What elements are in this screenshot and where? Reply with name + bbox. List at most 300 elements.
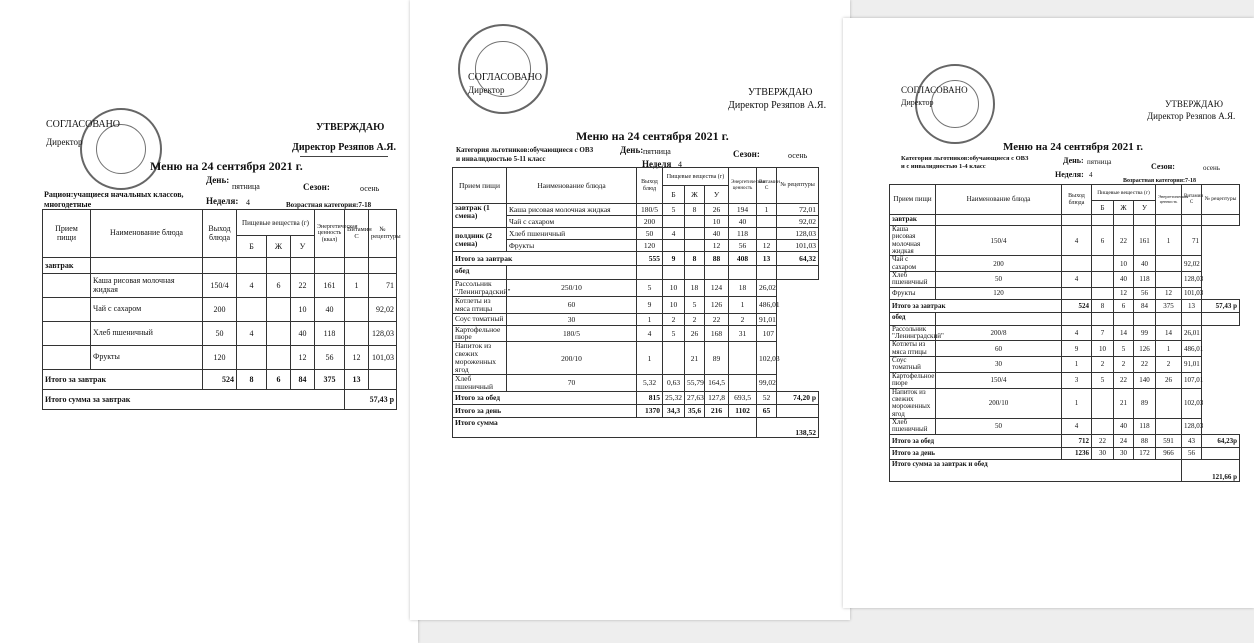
- dish-name: Каша рисовая молочная жидкая: [507, 204, 637, 216]
- table-cell: 9: [637, 296, 663, 313]
- header-vitamin: Витамин С: [757, 168, 777, 204]
- age-category: Возрастная категория:7-18: [1123, 178, 1196, 184]
- table-cell: 50: [936, 418, 1062, 434]
- table-cell: 118: [1134, 272, 1156, 288]
- table-row: [453, 228, 819, 240]
- table-row: [453, 280, 819, 297]
- table-cell: 12: [1114, 287, 1134, 299]
- header-meal: Прием пищи: [43, 210, 91, 258]
- total-cell: 57,43 р: [1202, 299, 1240, 312]
- page-title: Меню на 24 сентября 2021 г.: [1003, 141, 1143, 153]
- dish-name: Картофельное пюре: [453, 325, 507, 342]
- table-cell: 107: [757, 325, 777, 342]
- table-cell: 126: [705, 296, 729, 313]
- table-cell: 14: [1114, 325, 1134, 341]
- header-b: Б: [663, 186, 685, 204]
- dish-name: Соус томатный: [890, 357, 936, 373]
- table-cell: [1156, 256, 1182, 272]
- week-label: Неделя:: [1055, 170, 1084, 179]
- total-cell: [369, 370, 397, 390]
- table-cell: 101,03: [369, 346, 397, 370]
- total-cell: 524: [1062, 299, 1092, 312]
- header-zh: Ж: [267, 236, 291, 258]
- table-cell: 10: [1092, 341, 1114, 357]
- day-label: День:: [620, 145, 644, 155]
- director-right-label: Директор Резяпов А.Я.: [1147, 111, 1236, 121]
- dish-name: Соус томатный: [453, 313, 507, 325]
- dish-name: Котлеты из мяса птицы: [453, 296, 507, 313]
- total-cell: 555: [637, 252, 663, 266]
- dish-name: Рассольник "Ленинградский": [890, 325, 936, 341]
- header-dish: Наименование блюда: [507, 168, 637, 204]
- total-cell: 375: [1156, 299, 1182, 312]
- header-u: У: [1134, 201, 1156, 215]
- season-value: осень: [360, 184, 380, 193]
- total-cell: 84: [1134, 299, 1156, 312]
- header-zh: Ж: [685, 186, 705, 204]
- director-left-label: Директор: [46, 137, 83, 147]
- table-row: [890, 226, 1240, 256]
- table-cell: 5: [685, 296, 705, 313]
- table-cell: 2: [1114, 357, 1134, 373]
- table-cell: 2: [663, 313, 685, 325]
- sum-row: [453, 417, 819, 437]
- total-cell: 65: [757, 404, 777, 417]
- dish-name: Фрукты: [890, 287, 936, 299]
- total-cell: 13: [1182, 299, 1202, 312]
- table-cell: 200: [936, 256, 1062, 272]
- total-cell: 693,5: [729, 391, 757, 404]
- season-value: осень: [788, 151, 808, 160]
- table-cell: 1: [729, 296, 757, 313]
- table-row: [890, 372, 1240, 388]
- table-cell: 30: [936, 357, 1062, 373]
- table-cell: 161: [1134, 226, 1156, 256]
- table-cell: 10: [663, 296, 685, 313]
- total-cell: 56: [1182, 447, 1202, 459]
- total-cell: [1202, 447, 1240, 459]
- total-cell: 88: [705, 252, 729, 266]
- total-cell: 64,23р: [1202, 434, 1240, 447]
- table-cell: 128,03: [1182, 272, 1202, 288]
- header-dish: Наименование блюда: [936, 185, 1062, 215]
- table-cell: 30: [507, 313, 637, 325]
- table-cell: 486,01: [1182, 341, 1202, 357]
- table-cell: 140: [1134, 372, 1156, 388]
- table-cell: [237, 346, 267, 370]
- table-cell: 89: [705, 342, 729, 375]
- total-cell: 9: [663, 252, 685, 266]
- table-cell: [345, 322, 369, 346]
- table-cell: [1092, 256, 1114, 272]
- table-cell: 118: [729, 228, 757, 240]
- sum-label: Итого сумма за завтрак и обед: [890, 459, 1182, 481]
- total-cell: 30: [1114, 447, 1134, 459]
- meal-section-row: [43, 258, 397, 274]
- dish-name: Напиток из свежих мороженных ягод: [890, 388, 936, 418]
- table-cell: [1062, 287, 1092, 299]
- total-cell: 524: [203, 370, 237, 390]
- table-cell: 120: [203, 346, 237, 370]
- signature-line: [300, 156, 388, 157]
- table-cell: [757, 216, 777, 228]
- approved-label: УТВЕРЖДАЮ: [1165, 99, 1224, 109]
- table-cell: 40: [1134, 256, 1156, 272]
- total-cell: 375: [315, 370, 345, 390]
- table-cell: [685, 228, 705, 240]
- table-cell: 4: [637, 325, 663, 342]
- sum-value: 138,52: [757, 417, 819, 437]
- table-cell: 5: [637, 280, 663, 297]
- header-dish: Наименование блюда: [91, 210, 203, 258]
- header-recipe: № рецептуры: [777, 168, 819, 204]
- total-cell: 172: [1134, 447, 1156, 459]
- season-value: осень: [1203, 164, 1220, 172]
- total-cell: 1370: [637, 404, 663, 417]
- table-row: [453, 240, 819, 252]
- table-cell: 118: [315, 322, 345, 346]
- table-cell: 12: [1156, 287, 1182, 299]
- dish-name: Чай с сахаром: [890, 256, 936, 272]
- table-cell: 2: [1092, 357, 1114, 373]
- meal-section-row: [890, 312, 1240, 325]
- day-total-row: [890, 447, 1240, 459]
- empty-cell: [43, 274, 91, 298]
- day-total-row: [453, 404, 819, 417]
- agreed-label: СОГЛАСОВАНО: [468, 72, 543, 83]
- table-cell: 101,03: [1182, 287, 1202, 299]
- table-row: [453, 296, 819, 313]
- dish-name: Каша рисовая молочная жидкая: [890, 226, 936, 256]
- table-row: [890, 341, 1240, 357]
- table-cell: 8: [685, 204, 705, 216]
- table-cell: [267, 298, 291, 322]
- dish-name: Котлеты из мяса птицы: [890, 341, 936, 357]
- table-cell: [685, 240, 705, 252]
- meal-name-breakfast: завтрак: [890, 215, 936, 226]
- table-cell: 21: [1114, 388, 1134, 418]
- table-cell: 71: [1182, 226, 1202, 256]
- menu-sheet-ovz-1-4: [843, 18, 1254, 608]
- header-yield: Выход блюда: [1062, 185, 1092, 215]
- total-cell: [777, 404, 819, 417]
- header-meal: Прием пищи: [890, 185, 936, 215]
- total-cell: 966: [1156, 447, 1182, 459]
- week-value: 4: [678, 160, 682, 169]
- header-yield: Выход блюда: [203, 210, 237, 258]
- header-energy: Энергетическая ценность: [729, 168, 757, 204]
- category-line-2: и с инвалидностью 1-4 класс: [901, 163, 986, 170]
- table-cell: 4: [237, 322, 267, 346]
- dish-name: Напиток из свежих мороженных ягод: [453, 342, 507, 375]
- total-cell: 88: [1134, 434, 1156, 447]
- table-cell: 1: [345, 274, 369, 298]
- table-cell: 1: [1062, 388, 1092, 418]
- table-cell: 4: [237, 274, 267, 298]
- header-u: У: [705, 186, 729, 204]
- approved-label: УТВЕРЖДАЮ: [316, 122, 385, 133]
- table-row: [453, 325, 819, 342]
- table-cell: 31: [729, 325, 757, 342]
- header-vitamin: Витамин С: [1182, 185, 1202, 215]
- total-cell: 52: [757, 391, 777, 404]
- table-cell: 99,02: [757, 374, 777, 391]
- table-row: [43, 274, 397, 298]
- table-cell: 70: [507, 374, 637, 391]
- table-cell: [729, 374, 757, 391]
- total-cell: 22: [1092, 434, 1114, 447]
- table-cell: 6: [1092, 226, 1114, 256]
- table-cell: 2: [1156, 357, 1182, 373]
- table-cell: 12: [291, 346, 315, 370]
- week-value: 4: [246, 198, 250, 207]
- sum-label: Итого сумма: [453, 417, 757, 437]
- table-cell: [1156, 388, 1182, 418]
- empty-cell: [43, 346, 91, 370]
- table-cell: 1: [637, 342, 663, 375]
- table-cell: 128,03: [1182, 418, 1202, 434]
- table-cell: 250/10: [507, 280, 637, 297]
- total-label: Итого за завтрак: [453, 252, 637, 266]
- header-yield: Выход блюд: [637, 168, 663, 204]
- table-cell: 4: [1062, 418, 1092, 434]
- header-energy: Энергетическая ценность (ккал): [315, 210, 345, 258]
- header-energy: Энергетическая ценность: [1156, 185, 1182, 215]
- week-label: Неделя: [642, 159, 672, 169]
- table-cell: 2: [729, 313, 757, 325]
- dish-name: Картофельное пюре: [890, 372, 936, 388]
- breakfast-total-row: [43, 370, 397, 390]
- table-cell: 40: [1114, 418, 1134, 434]
- table-row: [453, 342, 819, 375]
- table-row: [453, 374, 819, 391]
- table-cell: 180/5: [507, 325, 637, 342]
- table-cell: [1092, 272, 1114, 288]
- total-cell: 1236: [1062, 447, 1092, 459]
- table-cell: 56: [315, 346, 345, 370]
- table-row: [890, 272, 1240, 288]
- breakfast-total-row: [890, 299, 1240, 312]
- total-label: Итого за день: [453, 404, 637, 417]
- table-cell: 194: [729, 204, 757, 216]
- meal-section-row: [453, 266, 819, 280]
- week-value: 4: [1089, 171, 1093, 179]
- table-cell: 124: [705, 280, 729, 297]
- day-label: День:: [1063, 156, 1084, 165]
- table-row: [43, 346, 397, 370]
- table-cell: 5,32: [637, 374, 663, 391]
- total-cell: 30: [1092, 447, 1114, 459]
- table-row: [890, 357, 1240, 373]
- table-cell: 118: [1134, 418, 1156, 434]
- dish-name: Хлеб пшеничный: [507, 228, 637, 240]
- menu-sheet-primary: [0, 0, 418, 643]
- table-row: [43, 298, 397, 322]
- table-cell: 128,03: [777, 228, 819, 240]
- table-cell: 200/10: [507, 342, 637, 375]
- table-cell: 22: [705, 313, 729, 325]
- table-cell: 107,01: [1182, 372, 1202, 388]
- table-cell: 161: [315, 274, 345, 298]
- meal-name-breakfast: завтрак (1 смена): [453, 204, 507, 228]
- header-vitamin: Витамин С: [345, 210, 369, 258]
- category-line-1: Категория льготников:обучающиеся с ОВЗ: [901, 155, 1029, 162]
- week-label: Неделя:: [206, 196, 239, 206]
- table-cell: [1062, 256, 1092, 272]
- table-row: [890, 388, 1240, 418]
- table-cell: 200/10: [936, 388, 1062, 418]
- table-cell: 26,02: [757, 280, 777, 297]
- total-label: Итого за завтрак: [890, 299, 1062, 312]
- table-cell: 26,01: [1182, 325, 1202, 341]
- table-cell: 2: [685, 313, 705, 325]
- table-cell: 1: [637, 313, 663, 325]
- menu-table: [452, 167, 819, 438]
- table-cell: 168: [705, 325, 729, 342]
- approved-label: УТВЕРЖДАЮ: [748, 87, 813, 98]
- total-cell: 24: [1114, 434, 1134, 447]
- header-b: Б: [1092, 201, 1114, 215]
- table-cell: 200/8: [936, 325, 1062, 341]
- lunch-total-row: [453, 391, 819, 404]
- total-cell: 34,3: [663, 404, 685, 417]
- meal-name-lunch: обед: [453, 266, 507, 280]
- meal-name-lunch: обед: [890, 312, 936, 325]
- table-cell: 72,01: [777, 204, 819, 216]
- table-row: [453, 204, 819, 216]
- total-label: Итого за обед: [890, 434, 1062, 447]
- table-cell: 26: [685, 325, 705, 342]
- table-cell: 0,63: [663, 374, 685, 391]
- category-line-1: Категория льготников:обучающиеся с ОВЗ: [456, 146, 594, 154]
- page-title: Меню на 24 сентября 2021 г.: [150, 159, 303, 173]
- table-cell: 102,03: [757, 342, 777, 375]
- table-cell: [237, 298, 267, 322]
- dish-name: Фрукты: [91, 346, 203, 370]
- table-cell: 10: [1114, 256, 1134, 272]
- table-cell: 40: [705, 228, 729, 240]
- table-cell: 4: [1062, 272, 1092, 288]
- table-cell: 4: [1062, 325, 1092, 341]
- day-value: пятница: [232, 182, 260, 191]
- total-cell: 408: [729, 252, 757, 266]
- dish-name: Фрукты: [507, 240, 637, 252]
- total-cell: 13: [757, 252, 777, 266]
- day-value: пятница: [1087, 158, 1112, 166]
- table-header-row: [890, 185, 1240, 201]
- total-cell: 216: [705, 404, 729, 417]
- table-cell: 22: [291, 274, 315, 298]
- table-cell: 22: [1114, 372, 1134, 388]
- table-header-row: [43, 210, 397, 236]
- table-cell: 1: [757, 204, 777, 216]
- table-header-row: [453, 168, 819, 186]
- table-cell: 10: [705, 216, 729, 228]
- table-cell: 40: [291, 322, 315, 346]
- table-cell: 14: [1156, 325, 1182, 341]
- table-row: [453, 313, 819, 325]
- table-cell: 40: [315, 298, 345, 322]
- total-cell: 13: [345, 370, 369, 390]
- lunch-total-row: [890, 434, 1240, 447]
- director-left-label: Директор: [901, 98, 934, 107]
- total-cell: 27,63: [685, 391, 705, 404]
- table-cell: [729, 342, 757, 375]
- dish-name: Хлеб пшеничный: [890, 418, 936, 434]
- total-cell: 1102: [729, 404, 757, 417]
- table-cell: 1: [1156, 341, 1182, 357]
- header-b: Б: [237, 236, 267, 258]
- table-cell: 26: [705, 204, 729, 216]
- table-cell: [267, 322, 291, 346]
- agreed-label: СОГЛАСОВАНО: [901, 85, 968, 95]
- table-cell: 120: [936, 287, 1062, 299]
- total-cell: 591: [1156, 434, 1182, 447]
- table-cell: 99: [1134, 325, 1156, 341]
- total-cell: 74,20 р: [777, 391, 819, 404]
- table-cell: [1092, 287, 1114, 299]
- total-cell: 8: [1092, 299, 1114, 312]
- total-cell: 6: [267, 370, 291, 390]
- total-cell: 8: [237, 370, 267, 390]
- table-cell: 91,01: [1182, 357, 1202, 373]
- table-cell: 12: [757, 240, 777, 252]
- header-nutrients: Пищевые вещества (г): [1092, 185, 1156, 201]
- agreed-label: СОГЛАСОВАНО: [46, 119, 121, 130]
- table-cell: 12: [345, 346, 369, 370]
- table-cell: [1092, 418, 1114, 434]
- table-cell: 5: [663, 204, 685, 216]
- table-cell: 7: [1092, 325, 1114, 341]
- table-cell: 128,03: [369, 322, 397, 346]
- table-cell: 89: [1134, 388, 1156, 418]
- dish-name: Хлеб пшеничный: [453, 374, 507, 391]
- table-row: [453, 216, 819, 228]
- header-nutrients: Пищевые вещества (г): [663, 168, 729, 186]
- table-cell: 150/4: [936, 226, 1062, 256]
- total-cell: 84: [291, 370, 315, 390]
- menu-table: [42, 209, 401, 410]
- table-cell: [685, 216, 705, 228]
- season-label: Сезон:: [303, 182, 330, 192]
- total-label: Итого за день: [890, 447, 1062, 459]
- table-cell: 91,01: [757, 313, 777, 325]
- sum-row: [890, 459, 1240, 481]
- table-cell: 56: [1134, 287, 1156, 299]
- ration-line-1: Рацион:учащиеся начальных классов,: [44, 190, 184, 199]
- menu-sheet-ovz-5-11: [410, 0, 850, 620]
- sum-value: 57,43 р: [345, 390, 397, 410]
- total-label: Итого за завтрак: [43, 370, 203, 390]
- sum-row: [43, 390, 397, 410]
- table-row: [43, 322, 397, 346]
- table-cell: 40: [729, 216, 757, 228]
- director-left-label: Директор: [468, 85, 505, 95]
- table-cell: 5: [1114, 341, 1134, 357]
- table-cell: 164,5: [705, 374, 729, 391]
- table-cell: [663, 216, 685, 228]
- total-cell: 43: [1182, 434, 1202, 447]
- table-cell: [663, 240, 685, 252]
- table-cell: 200: [637, 216, 663, 228]
- total-cell: 25,32: [663, 391, 685, 404]
- sum-value: 121,66 р: [1182, 459, 1240, 481]
- table-cell: 4: [1062, 226, 1092, 256]
- table-cell: 40: [1114, 272, 1134, 288]
- header-u: У: [291, 236, 315, 258]
- table-cell: 1: [1156, 226, 1182, 256]
- menu-table: [889, 184, 1240, 482]
